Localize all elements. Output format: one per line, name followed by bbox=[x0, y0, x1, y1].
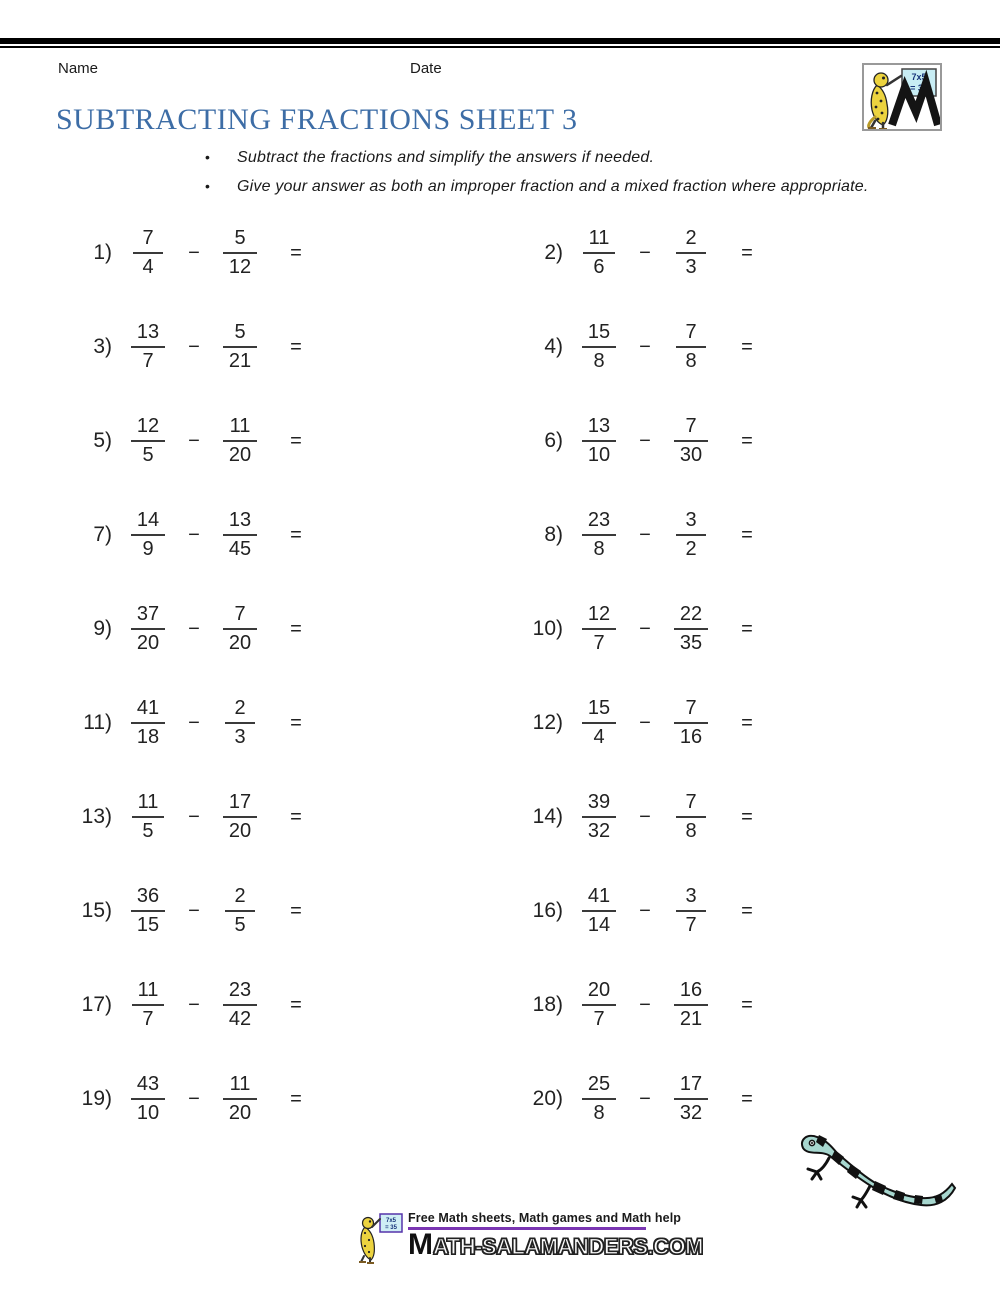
fraction-a bbox=[131, 1073, 165, 1125]
problem-number: 11) bbox=[83, 711, 112, 734]
fraction-a bbox=[582, 697, 616, 749]
problem-row bbox=[64, 1052, 515, 1146]
numerator: 23 bbox=[587, 509, 611, 531]
fraction-a bbox=[131, 415, 165, 467]
fraction-bar bbox=[674, 1098, 708, 1100]
footer-brand bbox=[356, 1211, 703, 1265]
fraction-a bbox=[583, 227, 616, 279]
problem-row bbox=[64, 394, 515, 488]
sign-line1: 7x5 bbox=[385, 1218, 397, 1224]
equals-sign: = bbox=[290, 617, 302, 640]
fraction-b bbox=[223, 321, 257, 373]
problem-row bbox=[515, 206, 944, 300]
numerator: 5 bbox=[234, 227, 246, 249]
problem-number: 13) bbox=[81, 805, 112, 828]
sign-line2: = 35 bbox=[910, 83, 928, 93]
numerator: 39 bbox=[587, 791, 611, 813]
denominator: 4 bbox=[142, 256, 154, 278]
fraction-bar bbox=[131, 910, 165, 912]
numerator: 23 bbox=[228, 979, 252, 1001]
instruction-text: Subtract the fractions and simplify the answers if needed. bbox=[237, 149, 655, 166]
fraction-b bbox=[225, 697, 255, 749]
minus-sign: − bbox=[639, 1087, 651, 1110]
fraction-a bbox=[131, 603, 165, 655]
denominator: 8 bbox=[593, 350, 605, 372]
fraction-bar bbox=[582, 346, 616, 348]
numerator: 37 bbox=[136, 603, 160, 625]
denominator: 5 bbox=[142, 444, 154, 466]
numerator: 13 bbox=[228, 509, 252, 531]
numerator: 7 bbox=[685, 697, 697, 719]
problem-number: 15) bbox=[81, 899, 112, 922]
minus-sign: − bbox=[188, 805, 200, 828]
problem-row bbox=[64, 300, 515, 394]
denominator: 32 bbox=[587, 820, 611, 842]
problem-number: 2) bbox=[544, 241, 563, 264]
fraction-bar bbox=[223, 1004, 257, 1006]
denominator: 35 bbox=[679, 632, 703, 654]
fraction-bar bbox=[131, 722, 165, 724]
numerator: 15 bbox=[587, 697, 611, 719]
fraction-bar bbox=[223, 534, 257, 536]
problem-number: 6) bbox=[544, 429, 563, 452]
equals-sign: = bbox=[741, 429, 753, 452]
minus-sign: − bbox=[639, 241, 651, 264]
fraction-bar bbox=[223, 346, 257, 348]
numerator: 36 bbox=[136, 885, 160, 907]
fraction-bar bbox=[582, 816, 616, 818]
fraction-bar bbox=[131, 534, 165, 536]
equals-sign: = bbox=[741, 617, 753, 640]
salamander-icon bbox=[359, 1218, 380, 1265]
problem-row bbox=[64, 206, 515, 300]
fraction-bar bbox=[223, 628, 257, 630]
problem-row bbox=[64, 676, 515, 770]
equals-sign: = bbox=[290, 711, 302, 734]
problem-number: 19) bbox=[81, 1087, 112, 1110]
problem-row bbox=[515, 582, 944, 676]
denominator: 7 bbox=[142, 350, 154, 372]
fraction-bar bbox=[223, 816, 257, 818]
name-label: Name bbox=[58, 60, 99, 77]
denominator: 9 bbox=[142, 538, 154, 560]
problem-row bbox=[515, 488, 944, 582]
denominator: 8 bbox=[593, 1102, 605, 1124]
numerator: 13 bbox=[587, 415, 611, 437]
fraction-b bbox=[223, 509, 257, 561]
fraction-bar bbox=[223, 440, 257, 442]
fraction-bar bbox=[131, 628, 165, 630]
minus-sign: − bbox=[188, 899, 200, 922]
fraction-a bbox=[582, 509, 616, 561]
fraction-bar bbox=[583, 252, 616, 254]
footer-wordmark bbox=[408, 1230, 703, 1260]
denominator: 10 bbox=[587, 444, 611, 466]
problem-row bbox=[64, 864, 515, 958]
fraction-bar bbox=[582, 628, 616, 630]
fraction-bar bbox=[674, 628, 708, 630]
fraction-b bbox=[674, 1073, 708, 1125]
equals-sign: = bbox=[290, 1087, 302, 1110]
problem-number: 7) bbox=[93, 523, 112, 546]
problem-number: 14) bbox=[532, 805, 563, 828]
fraction-b bbox=[674, 979, 708, 1031]
numerator: 20 bbox=[587, 979, 611, 1001]
fraction-a bbox=[582, 885, 616, 937]
equals-sign: = bbox=[290, 335, 302, 358]
fraction-b bbox=[225, 885, 255, 937]
fraction-bar bbox=[133, 252, 163, 254]
problem-number: 1) bbox=[93, 241, 112, 264]
denominator: 30 bbox=[679, 444, 703, 466]
denominator: 45 bbox=[228, 538, 252, 560]
denominator: 3 bbox=[234, 726, 246, 748]
fraction-a bbox=[132, 791, 165, 843]
denominator: 20 bbox=[228, 820, 252, 842]
denominator: 5 bbox=[234, 914, 246, 936]
fraction-bar bbox=[223, 1098, 257, 1100]
numerator: 7 bbox=[685, 415, 697, 437]
denominator: 42 bbox=[228, 1008, 252, 1030]
numerator: 13 bbox=[136, 321, 160, 343]
equals-sign: = bbox=[290, 993, 302, 1016]
problem-number: 9) bbox=[93, 617, 112, 640]
page-title: SUBTRACTING FRACTIONS SHEET 3 bbox=[56, 103, 578, 136]
problem-row bbox=[64, 488, 515, 582]
fraction-a bbox=[582, 791, 616, 843]
minus-sign: − bbox=[188, 335, 200, 358]
fraction-bar bbox=[223, 252, 257, 254]
equals-sign: = bbox=[290, 241, 302, 264]
minus-sign: − bbox=[188, 1087, 200, 1110]
denominator: 7 bbox=[685, 914, 697, 936]
fraction-b bbox=[674, 603, 708, 655]
minus-sign: − bbox=[639, 805, 651, 828]
denominator: 7 bbox=[593, 1008, 605, 1030]
fraction-a bbox=[133, 227, 163, 279]
equals-sign: = bbox=[741, 711, 753, 734]
equals-sign: = bbox=[741, 241, 753, 264]
denominator: 8 bbox=[685, 820, 697, 842]
denominator: 8 bbox=[593, 538, 605, 560]
fraction-a bbox=[131, 509, 165, 561]
denominator: 7 bbox=[593, 632, 605, 654]
fraction-b bbox=[676, 321, 706, 373]
fraction-bar bbox=[676, 816, 706, 818]
fraction-bar bbox=[676, 346, 706, 348]
salamander-chalkboard-icon bbox=[864, 65, 940, 129]
denominator: 14 bbox=[587, 914, 611, 936]
fraction-bar bbox=[676, 910, 706, 912]
denominator: 3 bbox=[685, 256, 697, 278]
problem-row bbox=[515, 394, 944, 488]
denominator: 15 bbox=[136, 914, 160, 936]
minus-sign: − bbox=[639, 523, 651, 546]
instruction-item bbox=[205, 178, 965, 196]
instruction-item bbox=[205, 149, 965, 167]
numerator: 7 bbox=[685, 321, 697, 343]
fraction-bar bbox=[132, 1004, 165, 1006]
minus-sign: − bbox=[188, 241, 200, 264]
fraction-b bbox=[223, 979, 257, 1031]
problem-row bbox=[64, 770, 515, 864]
denominator: 20 bbox=[228, 444, 252, 466]
numerator: 11 bbox=[137, 979, 159, 1001]
problem-row bbox=[64, 958, 515, 1052]
equals-sign: = bbox=[290, 429, 302, 452]
equals-sign: = bbox=[741, 1087, 753, 1110]
site-logo bbox=[862, 63, 942, 131]
minus-sign: − bbox=[188, 617, 200, 640]
fraction-bar bbox=[676, 534, 706, 536]
fraction-b bbox=[676, 791, 706, 843]
numerator: 22 bbox=[679, 603, 703, 625]
wordmark-m: M bbox=[408, 1228, 433, 1261]
problem-number: 10) bbox=[532, 617, 563, 640]
numerator: 17 bbox=[228, 791, 252, 813]
lizard-icon bbox=[793, 1126, 961, 1218]
numerator: 7 bbox=[685, 791, 697, 813]
minus-sign: − bbox=[639, 617, 651, 640]
fraction-bar bbox=[582, 534, 616, 536]
numerator: 11 bbox=[588, 227, 610, 249]
minus-sign: − bbox=[639, 335, 651, 358]
fraction-b bbox=[676, 509, 706, 561]
denominator: 8 bbox=[685, 350, 697, 372]
fraction-a bbox=[582, 979, 616, 1031]
numerator: 2 bbox=[234, 697, 246, 719]
numerator: 3 bbox=[685, 885, 697, 907]
wordmark-rest: ATH-SALAMANDERS.COM bbox=[433, 1234, 703, 1259]
denominator: 10 bbox=[136, 1102, 160, 1124]
fraction-a bbox=[131, 697, 165, 749]
denominator: 7 bbox=[142, 1008, 154, 1030]
denominator: 20 bbox=[136, 632, 160, 654]
fraction-bar bbox=[582, 722, 616, 724]
denominator: 21 bbox=[679, 1008, 703, 1030]
problem-number: 12) bbox=[532, 711, 563, 734]
fraction-bar bbox=[674, 1004, 708, 1006]
denominator: 20 bbox=[228, 1102, 252, 1124]
equals-sign: = bbox=[741, 335, 753, 358]
top-rule-thin bbox=[0, 46, 1000, 48]
equals-sign: = bbox=[741, 993, 753, 1016]
numerator: 16 bbox=[679, 979, 703, 1001]
problem-number: 5) bbox=[93, 429, 112, 452]
top-rule-thick bbox=[0, 38, 1000, 44]
fraction-bar bbox=[674, 440, 708, 442]
denominator: 5 bbox=[142, 820, 154, 842]
fraction-bar bbox=[131, 1098, 165, 1100]
sign-line2: = 35 bbox=[385, 1225, 397, 1231]
problem-number: 17) bbox=[81, 993, 112, 1016]
numerator: 12 bbox=[587, 603, 611, 625]
numerator: 25 bbox=[587, 1073, 611, 1095]
fraction-a bbox=[132, 979, 165, 1031]
numerator: 11 bbox=[229, 1073, 251, 1095]
numerator: 11 bbox=[229, 415, 251, 437]
problem-number: 20) bbox=[532, 1087, 563, 1110]
equals-sign: = bbox=[741, 805, 753, 828]
numerator: 43 bbox=[136, 1073, 160, 1095]
equals-sign: = bbox=[290, 523, 302, 546]
equals-sign: = bbox=[741, 523, 753, 546]
numerator: 2 bbox=[234, 885, 246, 907]
minus-sign: − bbox=[188, 711, 200, 734]
fraction-bar bbox=[225, 910, 255, 912]
bullet-icon: • bbox=[205, 149, 210, 165]
problem-row bbox=[515, 864, 944, 958]
fraction-bar bbox=[225, 722, 255, 724]
fraction-a bbox=[131, 321, 165, 373]
fraction-a bbox=[582, 603, 616, 655]
denominator: 20 bbox=[228, 632, 252, 654]
fraction-b bbox=[676, 885, 706, 937]
fraction-b bbox=[223, 1073, 257, 1125]
minus-sign: − bbox=[639, 711, 651, 734]
denominator: 18 bbox=[136, 726, 160, 748]
minus-sign: − bbox=[639, 429, 651, 452]
fraction-a bbox=[131, 885, 165, 937]
fraction-b bbox=[223, 415, 257, 467]
denominator: 32 bbox=[679, 1102, 703, 1124]
salamander-chalkboard-icon bbox=[356, 1211, 404, 1265]
minus-sign: − bbox=[639, 899, 651, 922]
bullet-icon: • bbox=[205, 178, 210, 194]
denominator: 6 bbox=[593, 256, 605, 278]
numerator: 15 bbox=[587, 321, 611, 343]
problems-grid bbox=[64, 206, 964, 1146]
denominator: 21 bbox=[228, 350, 252, 372]
minus-sign: − bbox=[188, 523, 200, 546]
problem-row bbox=[515, 770, 944, 864]
equals-sign: = bbox=[290, 805, 302, 828]
numerator: 17 bbox=[679, 1073, 703, 1095]
numerator: 12 bbox=[136, 415, 160, 437]
numerator: 14 bbox=[136, 509, 160, 531]
fraction-bar bbox=[132, 816, 165, 818]
problem-number: 18) bbox=[532, 993, 563, 1016]
fraction-b bbox=[674, 697, 708, 749]
numerator: 5 bbox=[234, 321, 246, 343]
fraction-b bbox=[223, 603, 257, 655]
problem-number: 4) bbox=[544, 335, 563, 358]
problem-row bbox=[515, 676, 944, 770]
denominator: 4 bbox=[593, 726, 605, 748]
footer-logo bbox=[356, 1211, 404, 1265]
fraction-a bbox=[582, 1073, 616, 1125]
fraction-a bbox=[582, 321, 616, 373]
fraction-bar bbox=[131, 440, 165, 442]
numerator: 2 bbox=[685, 227, 697, 249]
fraction-b bbox=[223, 791, 257, 843]
numerator: 41 bbox=[587, 885, 611, 907]
problem-row bbox=[515, 958, 944, 1052]
numerator: 11 bbox=[137, 791, 159, 813]
fraction-b bbox=[223, 227, 257, 279]
numerator: 3 bbox=[685, 509, 697, 531]
minus-sign: − bbox=[639, 993, 651, 1016]
problem-row bbox=[64, 582, 515, 676]
numerator: 7 bbox=[234, 603, 246, 625]
denominator: 16 bbox=[679, 726, 703, 748]
equals-sign: = bbox=[290, 899, 302, 922]
equals-sign: = bbox=[741, 899, 753, 922]
fraction-bar bbox=[131, 346, 165, 348]
problem-number: 16) bbox=[532, 899, 563, 922]
fraction-bar bbox=[676, 252, 706, 254]
fraction-a bbox=[582, 415, 616, 467]
minus-sign: − bbox=[188, 993, 200, 1016]
instruction-list bbox=[205, 149, 965, 207]
instruction-text: Give your answer as both an improper fraction and a mixed fraction where appropriate. bbox=[237, 178, 869, 195]
denominator: 12 bbox=[228, 256, 252, 278]
date-label: Date bbox=[410, 60, 442, 77]
fraction-b bbox=[676, 227, 706, 279]
fraction-bar bbox=[582, 440, 616, 442]
numerator: 41 bbox=[136, 697, 160, 719]
problem-row bbox=[515, 300, 944, 394]
fraction-bar bbox=[582, 1004, 616, 1006]
fraction-b bbox=[674, 415, 708, 467]
denominator: 2 bbox=[685, 538, 697, 560]
sign-line1: 7x5 bbox=[911, 72, 927, 82]
problem-number: 3) bbox=[93, 335, 112, 358]
fraction-bar bbox=[674, 722, 708, 724]
problem-number: 8) bbox=[544, 523, 563, 546]
numerator: 7 bbox=[142, 227, 154, 249]
lizard-image bbox=[793, 1126, 961, 1223]
footer-tagline: Free Math sheets, Math games and Math help bbox=[408, 1211, 682, 1225]
fraction-bar bbox=[582, 910, 616, 912]
fraction-bar bbox=[582, 1098, 616, 1100]
minus-sign: − bbox=[188, 429, 200, 452]
